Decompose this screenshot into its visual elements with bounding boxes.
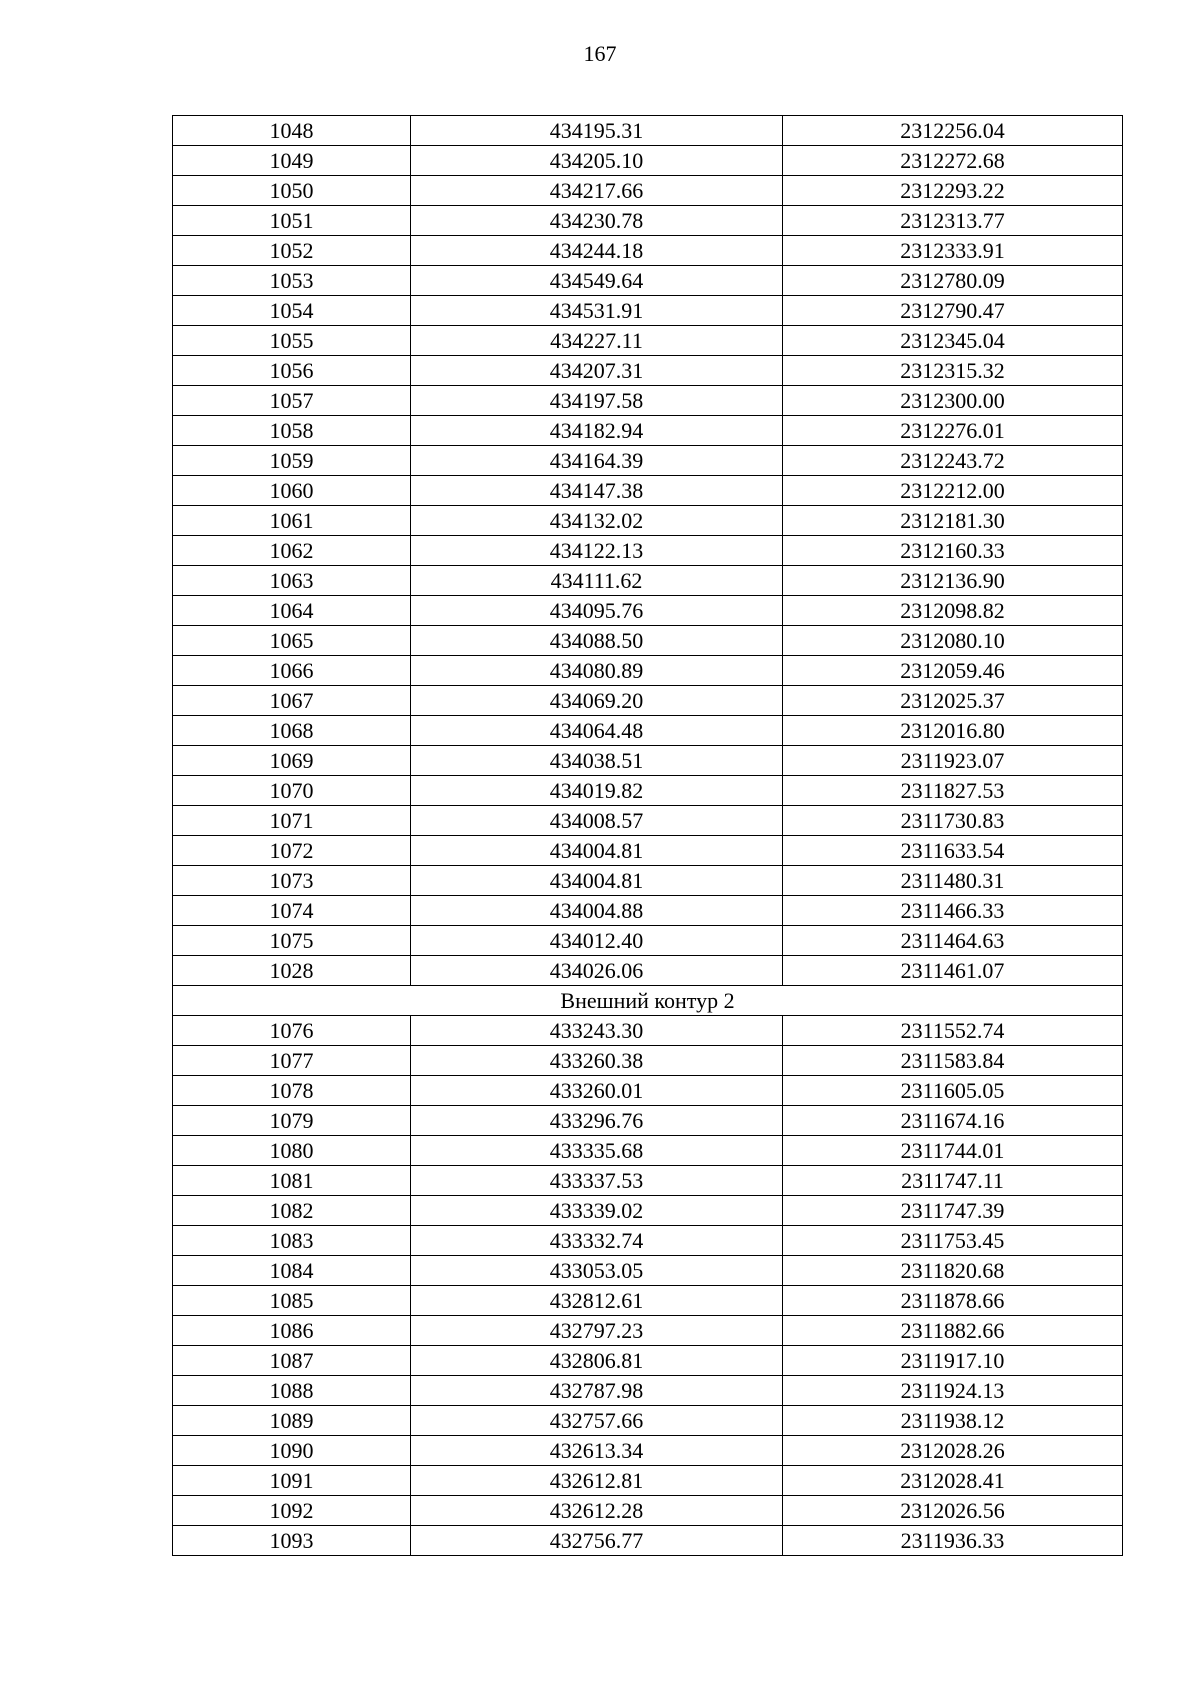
x-coordinate-cell: 433260.38 [411,1046,783,1076]
table-row [173,146,1123,176]
y-coordinate-cell: 2311633.54 [783,836,1123,866]
point-number-cell: 1083 [173,1226,411,1256]
point-number-cell: 1093 [173,1526,411,1556]
y-coordinate-cell: 2312790.47 [783,296,1123,326]
x-coordinate-cell: 432797.23 [411,1316,783,1346]
table-row [173,806,1123,836]
table-row [173,866,1123,896]
table-row [173,116,1123,146]
point-number-cell: 1063 [173,566,411,596]
table-row [173,1496,1123,1526]
table-row [173,1046,1123,1076]
x-coordinate-cell: 434207.31 [411,356,783,386]
y-coordinate-cell: 2312333.91 [783,236,1123,266]
y-coordinate-cell: 2312181.30 [783,506,1123,536]
point-number-cell: 1072 [173,836,411,866]
point-number-cell: 1084 [173,1256,411,1286]
y-coordinate-cell: 2312136.90 [783,566,1123,596]
table-row [173,686,1123,716]
point-number-cell: 1079 [173,1106,411,1136]
point-number-cell: 1054 [173,296,411,326]
table-row [173,266,1123,296]
y-coordinate-cell: 2312272.68 [783,146,1123,176]
x-coordinate-cell: 434004.88 [411,896,783,926]
y-coordinate-cell: 2311938.12 [783,1406,1123,1436]
x-coordinate-cell: 434069.20 [411,686,783,716]
table-row [173,1316,1123,1346]
table-row [173,1376,1123,1406]
y-coordinate-cell: 2312256.04 [783,116,1123,146]
table-row [173,416,1123,446]
table-row [173,236,1123,266]
y-coordinate-cell: 2312098.82 [783,596,1123,626]
section-title: Внешний контур 2 [173,986,1123,1016]
x-coordinate-cell: 433335.68 [411,1136,783,1166]
y-coordinate-cell: 2311466.33 [783,896,1123,926]
x-coordinate-cell: 434064.48 [411,716,783,746]
point-number-cell: 1069 [173,746,411,776]
point-number-cell: 1090 [173,1436,411,1466]
y-coordinate-cell: 2312243.72 [783,446,1123,476]
y-coordinate-cell: 2312293.22 [783,176,1123,206]
x-coordinate-cell: 434147.38 [411,476,783,506]
table-row [173,656,1123,686]
x-coordinate-cell: 434004.81 [411,866,783,896]
y-coordinate-cell: 2312025.37 [783,686,1123,716]
y-coordinate-cell: 2312313.77 [783,206,1123,236]
section-header-row [173,986,1123,1016]
y-coordinate-cell: 2312028.26 [783,1436,1123,1466]
table-row [173,386,1123,416]
table-row [173,1406,1123,1436]
x-coordinate-cell: 434004.81 [411,836,783,866]
point-number-cell: 1080 [173,1136,411,1166]
x-coordinate-cell: 434088.50 [411,626,783,656]
x-coordinate-cell: 432812.61 [411,1286,783,1316]
x-coordinate-cell: 433337.53 [411,1166,783,1196]
point-number-cell: 1086 [173,1316,411,1346]
table-row [173,206,1123,236]
y-coordinate-cell: 2312160.33 [783,536,1123,566]
x-coordinate-cell: 434549.64 [411,266,783,296]
table-row [173,566,1123,596]
point-number-cell: 1028 [173,956,411,986]
x-coordinate-cell: 432787.98 [411,1376,783,1406]
x-coordinate-cell: 432612.81 [411,1466,783,1496]
y-coordinate-cell: 2311744.01 [783,1136,1123,1166]
y-coordinate-cell: 2311747.39 [783,1196,1123,1226]
table-row [173,476,1123,506]
point-number-cell: 1058 [173,416,411,446]
x-coordinate-cell: 434019.82 [411,776,783,806]
y-coordinate-cell: 2311923.07 [783,746,1123,776]
x-coordinate-cell: 432757.66 [411,1406,783,1436]
table-row [173,626,1123,656]
table-row [173,1256,1123,1286]
x-coordinate-cell: 434111.62 [411,566,783,596]
y-coordinate-cell: 2312300.00 [783,386,1123,416]
table-row [173,716,1123,746]
table-row [173,176,1123,206]
x-coordinate-cell: 434095.76 [411,596,783,626]
point-number-cell: 1073 [173,866,411,896]
point-number-cell: 1088 [173,1376,411,1406]
y-coordinate-cell: 2311917.10 [783,1346,1123,1376]
x-coordinate-cell: 432806.81 [411,1346,783,1376]
y-coordinate-cell: 2311480.31 [783,866,1123,896]
point-number-cell: 1071 [173,806,411,836]
y-coordinate-cell: 2312028.41 [783,1466,1123,1496]
x-coordinate-cell: 433332.74 [411,1226,783,1256]
table-row [173,1106,1123,1136]
point-number-cell: 1061 [173,506,411,536]
table-row [173,1226,1123,1256]
y-coordinate-cell: 2311827.53 [783,776,1123,806]
table-row [173,956,1123,986]
y-coordinate-cell: 2312016.80 [783,716,1123,746]
point-number-cell: 1082 [173,1196,411,1226]
point-number-cell: 1066 [173,656,411,686]
point-number-cell: 1081 [173,1166,411,1196]
y-coordinate-cell: 2312212.00 [783,476,1123,506]
point-number-cell: 1050 [173,176,411,206]
x-coordinate-cell: 434008.57 [411,806,783,836]
page-number: 167 [583,41,617,66]
y-coordinate-cell: 2311730.83 [783,806,1123,836]
table-row [173,896,1123,926]
point-number-cell: 1062 [173,536,411,566]
y-coordinate-cell: 2311605.05 [783,1076,1123,1106]
table-row [173,356,1123,386]
point-number-cell: 1053 [173,266,411,296]
point-number-cell: 1077 [173,1046,411,1076]
y-coordinate-cell: 2311464.63 [783,926,1123,956]
point-number-cell: 1065 [173,626,411,656]
x-coordinate-cell: 433296.76 [411,1106,783,1136]
point-number-cell: 1085 [173,1286,411,1316]
table-row [173,446,1123,476]
y-coordinate-cell: 2311747.11 [783,1166,1123,1196]
y-coordinate-cell: 2312080.10 [783,626,1123,656]
table-row [173,1166,1123,1196]
y-coordinate-cell: 2312276.01 [783,416,1123,446]
coordinates-table [172,115,1123,1556]
x-coordinate-cell: 434132.02 [411,506,783,536]
point-number-cell: 1055 [173,326,411,356]
x-coordinate-cell: 433243.30 [411,1016,783,1046]
y-coordinate-cell: 2312026.56 [783,1496,1123,1526]
x-coordinate-cell: 432756.77 [411,1526,783,1556]
table-row [173,836,1123,866]
x-coordinate-cell: 432612.28 [411,1496,783,1526]
x-coordinate-cell: 434164.39 [411,446,783,476]
y-coordinate-cell: 2311820.68 [783,1256,1123,1286]
table-row [173,1016,1123,1046]
y-coordinate-cell: 2312780.09 [783,266,1123,296]
point-number-cell: 1078 [173,1076,411,1106]
y-coordinate-cell: 2312345.04 [783,326,1123,356]
y-coordinate-cell: 2311878.66 [783,1286,1123,1316]
point-number-cell: 1048 [173,116,411,146]
x-coordinate-cell: 434531.91 [411,296,783,326]
table-row [173,1196,1123,1226]
x-coordinate-cell: 434230.78 [411,206,783,236]
x-coordinate-cell: 434205.10 [411,146,783,176]
point-number-cell: 1064 [173,596,411,626]
table-row [173,1526,1123,1556]
point-number-cell: 1057 [173,386,411,416]
y-coordinate-cell: 2311583.84 [783,1046,1123,1076]
x-coordinate-cell: 434122.13 [411,536,783,566]
table-row [173,326,1123,356]
x-coordinate-cell: 434195.31 [411,116,783,146]
table-row [173,296,1123,326]
y-coordinate-cell: 2311461.07 [783,956,1123,986]
table-row [173,596,1123,626]
x-coordinate-cell: 432613.34 [411,1436,783,1466]
x-coordinate-cell: 434080.89 [411,656,783,686]
table-row [173,506,1123,536]
y-coordinate-cell: 2311936.33 [783,1526,1123,1556]
x-coordinate-cell: 434244.18 [411,236,783,266]
table-row [173,1286,1123,1316]
y-coordinate-cell: 2312315.32 [783,356,1123,386]
point-number-cell: 1092 [173,1496,411,1526]
x-coordinate-cell: 433339.02 [411,1196,783,1226]
x-coordinate-cell: 434182.94 [411,416,783,446]
table-row [173,1466,1123,1496]
table-row [173,1076,1123,1106]
x-coordinate-cell: 434038.51 [411,746,783,776]
y-coordinate-cell: 2311924.13 [783,1376,1123,1406]
x-coordinate-cell: 434012.40 [411,926,783,956]
y-coordinate-cell: 2311753.45 [783,1226,1123,1256]
point-number-cell: 1059 [173,446,411,476]
point-number-cell: 1052 [173,236,411,266]
x-coordinate-cell: 433260.01 [411,1076,783,1106]
point-number-cell: 1068 [173,716,411,746]
x-coordinate-cell: 434217.66 [411,176,783,206]
point-number-cell: 1051 [173,206,411,236]
point-number-cell: 1087 [173,1346,411,1376]
point-number-cell: 1049 [173,146,411,176]
coordinates-table-body [173,116,1123,1556]
point-number-cell: 1056 [173,356,411,386]
point-number-cell: 1070 [173,776,411,806]
table-row [173,926,1123,956]
point-number-cell: 1089 [173,1406,411,1436]
table-row [173,1436,1123,1466]
y-coordinate-cell: 2311882.66 [783,1316,1123,1346]
point-number-cell: 1076 [173,1016,411,1046]
y-coordinate-cell: 2311552.74 [783,1016,1123,1046]
point-number-cell: 1060 [173,476,411,506]
y-coordinate-cell: 2312059.46 [783,656,1123,686]
table-row [173,536,1123,566]
x-coordinate-cell: 433053.05 [411,1256,783,1286]
y-coordinate-cell: 2311674.16 [783,1106,1123,1136]
x-coordinate-cell: 434026.06 [411,956,783,986]
table-row [173,776,1123,806]
x-coordinate-cell: 434197.58 [411,386,783,416]
table-row [173,746,1123,776]
x-coordinate-cell: 434227.11 [411,326,783,356]
point-number-cell: 1091 [173,1466,411,1496]
table-row [173,1136,1123,1166]
point-number-cell: 1075 [173,926,411,956]
point-number-cell: 1074 [173,896,411,926]
point-number-cell: 1067 [173,686,411,716]
table-row [173,1346,1123,1376]
